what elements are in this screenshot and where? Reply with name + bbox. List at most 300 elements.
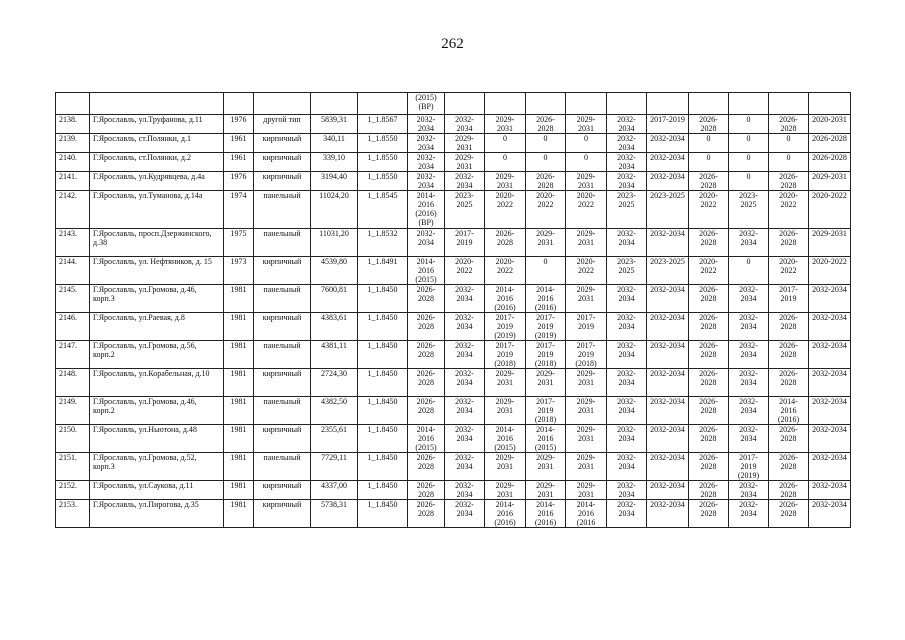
address-cell: Г.Ярославль, ул.Громова, д.46, корп.3	[90, 285, 224, 313]
table-cell: 11024,20	[311, 191, 358, 229]
table-cell: 1981	[224, 500, 254, 528]
table-cell: 2032-2034	[445, 115, 485, 134]
table-cell: 2032-2034	[809, 500, 851, 528]
table-cell: 2026-2028	[689, 500, 729, 528]
table-cell: 2026-2028	[809, 134, 851, 153]
table-cell	[90, 93, 224, 115]
table-cell: 2032-2034	[729, 313, 769, 341]
table-cell	[526, 93, 566, 115]
table-cell: 2014-2016 (2015)	[408, 425, 445, 453]
table-cell: 2032-2034	[607, 481, 647, 500]
table-header-fragment-row	[56, 93, 851, 115]
table-cell: 0	[689, 153, 729, 172]
table-cell: 2029-2031	[526, 229, 566, 257]
table-cell: 2014-2016 (2016)	[526, 285, 566, 313]
table-cell: 1_1.8450	[358, 341, 408, 369]
table-cell: 2032-2034	[607, 115, 647, 134]
table-cell: 2032-2034	[607, 229, 647, 257]
table-cell: 2029-2031	[809, 229, 851, 257]
row-number-cell: 2152.	[56, 481, 90, 500]
table-cell: 2029-2031	[566, 229, 607, 257]
table-cell: 1_1.8450	[358, 285, 408, 313]
table-cell: 2026-2028	[769, 313, 809, 341]
table-cell: 1981	[224, 369, 254, 397]
table-cell: 2032-2034	[445, 341, 485, 369]
table-cell: 2026-2028	[769, 500, 809, 528]
table-cell: 2029-2031	[566, 285, 607, 313]
table-cell: 2029-2031	[566, 481, 607, 500]
address-cell: Г.Ярославль, ст.Полянки, д.2	[90, 153, 224, 172]
table-cell: 2032-2034	[607, 425, 647, 453]
table-cell: 2026-2028	[689, 172, 729, 191]
table-cell: 2026-2028	[526, 115, 566, 134]
table-cell: 7729,11	[311, 453, 358, 481]
table-cell: 2032-2034	[408, 153, 445, 172]
table-cell: 1975	[224, 229, 254, 257]
table-cell: 2032-2034	[729, 397, 769, 425]
address-cell: Г.Ярославль, ул.Кудрявцева, д.4а	[90, 172, 224, 191]
table-cell: 2017-2019 (2019)	[485, 313, 526, 341]
table-cell: 2026-2028	[689, 425, 729, 453]
table-row	[56, 341, 851, 369]
table-cell: 2032-2034	[809, 425, 851, 453]
table-cell: 2029-2031	[566, 425, 607, 453]
page-number: 262	[441, 36, 464, 52]
table-cell: 2029-2031	[566, 397, 607, 425]
table-cell: 2029-2031	[526, 481, 566, 500]
table-cell: 2032-2034	[809, 453, 851, 481]
row-number-cell: 2151.	[56, 453, 90, 481]
table-cell: 1_1.8450	[358, 397, 408, 425]
table-cell: 2020-2022	[445, 257, 485, 285]
table-cell: 0	[566, 134, 607, 153]
row-number-cell: 2139.	[56, 134, 90, 153]
table-cell: 2029-2031	[445, 134, 485, 153]
table-cell: 0	[526, 257, 566, 285]
table-cell: 3194,40	[311, 172, 358, 191]
table-cell: 1974	[224, 191, 254, 229]
table-cell: 2020-2022	[485, 191, 526, 229]
table-cell	[809, 93, 851, 115]
table-cell: 2026-2028	[526, 172, 566, 191]
table-cell: 0	[729, 134, 769, 153]
table-cell: 2026-2028	[689, 369, 729, 397]
table-cell: кирпичный	[254, 425, 311, 453]
table-cell: 0	[729, 257, 769, 285]
table-cell: 2023-2025	[607, 191, 647, 229]
table-cell: 2026-2028	[485, 229, 526, 257]
table-cell: 2017-2019	[566, 313, 607, 341]
table-cell: 2032-2034	[729, 425, 769, 453]
row-number-cell: 2141.	[56, 172, 90, 191]
table-cell: 2032-2034	[607, 341, 647, 369]
table-row	[56, 285, 851, 313]
table-cell: 2032-2034	[607, 153, 647, 172]
table-cell	[56, 93, 90, 115]
table-row	[56, 115, 851, 134]
table-cell: 2014-2016 (2016)	[485, 285, 526, 313]
address-cell: Г.Ярославль, ул.Туманова, д.14а	[90, 191, 224, 229]
table-cell: 0	[689, 134, 729, 153]
table-cell	[607, 93, 647, 115]
table-cell: 1_1.8545	[358, 191, 408, 229]
table-cell: 2020-2022	[566, 191, 607, 229]
table-cell: 2029-2031	[445, 153, 485, 172]
table-cell: 2026-2028	[689, 481, 729, 500]
table-cell: 2032-2034	[647, 369, 689, 397]
table-cell: 4539,80	[311, 257, 358, 285]
table-cell: 1981	[224, 285, 254, 313]
table-cell: 2032-2034	[445, 453, 485, 481]
table-cell: 2032-2034	[647, 134, 689, 153]
table-cell: 2032-2034	[445, 285, 485, 313]
table-cell: 2032-2034	[647, 500, 689, 528]
table-cell: 0	[769, 153, 809, 172]
row-number-cell: 2144.	[56, 257, 90, 285]
table-cell: 2017-2019	[445, 229, 485, 257]
table-cell: 2032-2034	[607, 397, 647, 425]
table-cell: 2355,61	[311, 425, 358, 453]
row-number-cell: 2149.	[56, 397, 90, 425]
table-cell: 1961	[224, 153, 254, 172]
table-cell: 1981	[224, 341, 254, 369]
table-cell: 2029-2031	[809, 172, 851, 191]
table-cell: 2032-2034	[729, 229, 769, 257]
table-cell: 2026-2028	[809, 153, 851, 172]
table-cell: 2014-2016 (2015)	[408, 257, 445, 285]
table-cell: 2032-2034	[607, 134, 647, 153]
table-cell: 2026-2028	[408, 481, 445, 500]
table-cell: 2014-2016 (2016	[566, 500, 607, 528]
table-cell: 1_1.8450	[358, 369, 408, 397]
table-cell: 2014-2016 (2016) (ВР)	[408, 191, 445, 229]
table-cell: 0	[526, 134, 566, 153]
table-cell: панельный	[254, 397, 311, 425]
table-cell: 2032-2034	[809, 481, 851, 500]
table-cell: 2032-2034	[408, 229, 445, 257]
table-cell: 2029-2031	[485, 453, 526, 481]
table-cell: 2032-2034	[647, 341, 689, 369]
table-cell: 2017-2019 (2018)	[566, 341, 607, 369]
table-cell: 4383,61	[311, 313, 358, 341]
table-cell: (2015) (ВР)	[408, 93, 445, 115]
table-cell: 1981	[224, 397, 254, 425]
table-cell: 1_1.8550	[358, 172, 408, 191]
table-cell: 2017-2019	[769, 285, 809, 313]
address-cell: Г.Ярославль, ул.Громова, д.52, корп.3	[90, 453, 224, 481]
table-cell: кирпичный	[254, 481, 311, 500]
address-cell: Г.Ярославль, ул.Труфанова, д.11	[90, 115, 224, 134]
table-cell: 2026-2028	[769, 341, 809, 369]
table-cell: 2026-2028	[408, 285, 445, 313]
table-cell: 2032-2034	[408, 134, 445, 153]
table-cell: кирпичный	[254, 153, 311, 172]
table-cell: 2026-2028	[689, 341, 729, 369]
table-cell: 2014-2016 (2016)	[485, 500, 526, 528]
table-cell: 2020-2022	[689, 257, 729, 285]
table-cell: 2032-2034	[809, 369, 851, 397]
row-number-cell: 2150.	[56, 425, 90, 453]
table-cell: 2020-2022	[526, 191, 566, 229]
table-cell: кирпичный	[254, 369, 311, 397]
table-row	[56, 313, 851, 341]
table-cell: 2026-2028	[769, 369, 809, 397]
table-cell	[689, 93, 729, 115]
table-cell: 1981	[224, 313, 254, 341]
table-cell: 1_1.8450	[358, 481, 408, 500]
table-cell	[566, 93, 607, 115]
table-cell: 2014-2016 (2016)	[769, 397, 809, 425]
table-cell: 2029-2031	[526, 453, 566, 481]
table-cell: 0	[729, 115, 769, 134]
table-cell: кирпичный	[254, 500, 311, 528]
table-cell: 2724,30	[311, 369, 358, 397]
table-cell: 2026-2028	[769, 425, 809, 453]
table-row	[56, 257, 851, 285]
table-cell: 2029-2031	[566, 453, 607, 481]
table-cell: 2020-2022	[809, 257, 851, 285]
table-cell: 2032-2034	[445, 397, 485, 425]
row-number-cell: 2140.	[56, 153, 90, 172]
table-cell	[358, 93, 408, 115]
table-cell: 5738,31	[311, 500, 358, 528]
table-cell: 2032-2034	[647, 172, 689, 191]
table-cell: 2032-2034	[445, 481, 485, 500]
table-cell: 2029-2031	[485, 115, 526, 134]
table-cell: 1_1.8450	[358, 453, 408, 481]
table-cell: 2020-2022	[689, 191, 729, 229]
table-cell	[311, 93, 358, 115]
table-cell: 2032-2034	[607, 369, 647, 397]
housing-table	[55, 92, 851, 528]
table-cell: 2032-2034	[809, 397, 851, 425]
table-cell: 2032-2034	[647, 229, 689, 257]
table-cell: 2023-2025	[445, 191, 485, 229]
table-cell: 2032-2034	[647, 481, 689, 500]
table-cell: 2026-2028	[769, 229, 809, 257]
table-cell: 2032-2034	[607, 172, 647, 191]
table-cell: 2032-2034	[408, 115, 445, 134]
table-cell: 2026-2028	[689, 313, 729, 341]
address-cell: Г.Ярославль, ул.Саукова, д.11	[90, 481, 224, 500]
table-cell: 2032-2034	[647, 313, 689, 341]
table-cell: 1981	[224, 425, 254, 453]
table-row	[56, 481, 851, 500]
table-cell: 2017-2019 (2018)	[526, 397, 566, 425]
table-cell: 1961	[224, 134, 254, 153]
table-row	[56, 191, 851, 229]
row-number-cell: 2153.	[56, 500, 90, 528]
table-cell: 2032-2034	[729, 285, 769, 313]
table-cell: 2032-2034	[408, 172, 445, 191]
table-cell: 2029-2031	[485, 481, 526, 500]
table-cell: 2029-2031	[566, 115, 607, 134]
table-cell: 2026-2028	[408, 369, 445, 397]
table-cell: панельный	[254, 341, 311, 369]
table-cell: 2032-2034	[445, 425, 485, 453]
table-cell: 0	[566, 153, 607, 172]
table-cell: 2023-2025	[729, 191, 769, 229]
address-cell: Г.Ярославль, ст.Полянки, д.1	[90, 134, 224, 153]
table-cell: 2029-2031	[566, 172, 607, 191]
table-cell: 2026-2028	[408, 500, 445, 528]
table-cell: кирпичный	[254, 172, 311, 191]
table-cell: 2026-2028	[689, 453, 729, 481]
table-cell: 2032-2034	[647, 397, 689, 425]
table-cell: панельный	[254, 285, 311, 313]
table-cell: 7600,81	[311, 285, 358, 313]
table-cell: кирпичный	[254, 134, 311, 153]
table-cell: 2026-2028	[769, 115, 809, 134]
table-row	[56, 134, 851, 153]
table-cell: 2029-2031	[566, 369, 607, 397]
table-cell: 2029-2031	[485, 369, 526, 397]
table-cell: 2032-2034	[607, 453, 647, 481]
table-cell: 2023-2025	[607, 257, 647, 285]
table-cell: 4337,00	[311, 481, 358, 500]
table-row	[56, 397, 851, 425]
table-cell: 2032-2034	[729, 500, 769, 528]
table-cell: 2026-2028	[769, 481, 809, 500]
table-cell: 0	[485, 134, 526, 153]
table-cell	[647, 93, 689, 115]
table-cell	[254, 93, 311, 115]
table-cell: 0	[526, 153, 566, 172]
table-cell: 2032-2034	[729, 481, 769, 500]
row-number-cell: 2142.	[56, 191, 90, 229]
address-cell: Г.Ярославль, ул.Корабельная, д.10	[90, 369, 224, 397]
table-cell: панельный	[254, 229, 311, 257]
table-cell: 2023-2025	[647, 191, 689, 229]
table-cell: панельный	[254, 453, 311, 481]
table-cell: 1_1.8450	[358, 313, 408, 341]
table-row	[56, 229, 851, 257]
table-cell: 1976	[224, 172, 254, 191]
table-cell: 2032-2034	[445, 313, 485, 341]
table-cell: 1_1.8567	[358, 115, 408, 134]
table-cell: 2014-2016 (2016)	[526, 500, 566, 528]
table-cell: 2014-2016 (2015)	[485, 425, 526, 453]
table-cell: 0	[729, 153, 769, 172]
table-cell: 2032-2034	[647, 453, 689, 481]
table-cell: 2014-2016 (2015)	[526, 425, 566, 453]
address-cell: Г.Ярославль, ул.Громова, д.56, корп.2	[90, 341, 224, 369]
table-cell: 2020-2022	[769, 257, 809, 285]
table-cell: 1_1.8450	[358, 425, 408, 453]
table-cell: 339,10	[311, 153, 358, 172]
table-cell: 2026-2028	[769, 453, 809, 481]
table-cell: 2026-2028	[769, 172, 809, 191]
table-cell: 2032-2034	[809, 285, 851, 313]
row-number-cell: 2145.	[56, 285, 90, 313]
table-cell: 1_1.8550	[358, 134, 408, 153]
table-cell: 2017-2019 (2018)	[485, 341, 526, 369]
table-cell: 2017-2019 (2018)	[526, 341, 566, 369]
table-row	[56, 172, 851, 191]
table-cell	[769, 93, 809, 115]
table-cell: 2029-2031	[485, 172, 526, 191]
table-cell: 2026-2028	[408, 313, 445, 341]
table-cell: 2020-2022	[566, 257, 607, 285]
table-cell: 2026-2028	[689, 115, 729, 134]
table-cell: 1_1.8532	[358, 229, 408, 257]
table-cell: 2032-2034	[729, 369, 769, 397]
table-cell: панельный	[254, 191, 311, 229]
table-cell: 2026-2028	[689, 285, 729, 313]
table-cell	[445, 93, 485, 115]
table-cell: 1976	[224, 115, 254, 134]
table-row	[56, 500, 851, 528]
table-cell: 2032-2034	[607, 313, 647, 341]
table-row	[56, 369, 851, 397]
address-cell: Г.Ярославль, ул.Раевая, д.8	[90, 313, 224, 341]
table-cell: 2026-2028	[408, 397, 445, 425]
table-cell: другой тип	[254, 115, 311, 134]
row-number-cell: 2148.	[56, 369, 90, 397]
table-cell: 2032-2034	[445, 369, 485, 397]
table-cell: 2032-2034	[647, 285, 689, 313]
table-cell: 0	[485, 153, 526, 172]
address-cell: Г.Ярославль, просп.Дзержинского, д.38	[90, 229, 224, 257]
table-cell: 1981	[224, 453, 254, 481]
table-cell: 2032-2034	[607, 285, 647, 313]
table-row	[56, 453, 851, 481]
table-cell: 2032-2034	[445, 172, 485, 191]
table-cell: 1_1.8550	[358, 153, 408, 172]
table-cell: 2026-2028	[408, 341, 445, 369]
table-cell: 0	[769, 134, 809, 153]
table-cell: 2020-2022	[485, 257, 526, 285]
table-cell: 2032-2034	[607, 500, 647, 528]
table-cell: 2032-2034	[647, 425, 689, 453]
table-cell: 1973	[224, 257, 254, 285]
row-number-cell: 2143.	[56, 229, 90, 257]
table-cell: 2026-2028	[689, 229, 729, 257]
table-cell: 2020-2031	[809, 115, 851, 134]
table-cell: 2026-2028	[408, 453, 445, 481]
table-cell: 1981	[224, 481, 254, 500]
table-cell	[485, 93, 526, 115]
table-cell: 2032-2034	[729, 341, 769, 369]
address-cell: Г.Ярославль, ул.Пирогова, д.35	[90, 500, 224, 528]
table-cell: 2020-2022	[769, 191, 809, 229]
table-cell: 2029-2031	[485, 397, 526, 425]
address-cell: Г.Ярославль, ул.Ньютона, д.48	[90, 425, 224, 453]
table-cell: 4382,50	[311, 397, 358, 425]
table-cell: 2020-2022	[809, 191, 851, 229]
table-cell: 2032-2034	[647, 153, 689, 172]
table-cell	[224, 93, 254, 115]
row-number-cell: 2138.	[56, 115, 90, 134]
table-row	[56, 425, 851, 453]
table-cell: кирпичный	[254, 257, 311, 285]
address-cell: Г.Ярославль, ул.Громова, д.46, корп.2	[90, 397, 224, 425]
table-cell: 2026-2028	[689, 397, 729, 425]
table-cell: 2023-2025	[647, 257, 689, 285]
table-cell: 2032-2034	[809, 341, 851, 369]
table-cell: 1_1.8450	[358, 500, 408, 528]
table-cell: 2032-2034	[445, 500, 485, 528]
table-cell: 5839,31	[311, 115, 358, 134]
table-cell: 0	[729, 172, 769, 191]
table-cell: 2017-2019 (2019)	[729, 453, 769, 481]
table-cell: кирпичный	[254, 313, 311, 341]
table-cell: 11031,20	[311, 229, 358, 257]
table-cell: 1_1.8491	[358, 257, 408, 285]
table-cell: 4381,11	[311, 341, 358, 369]
table-cell: 2029-2031	[526, 369, 566, 397]
row-number-cell: 2146.	[56, 313, 90, 341]
